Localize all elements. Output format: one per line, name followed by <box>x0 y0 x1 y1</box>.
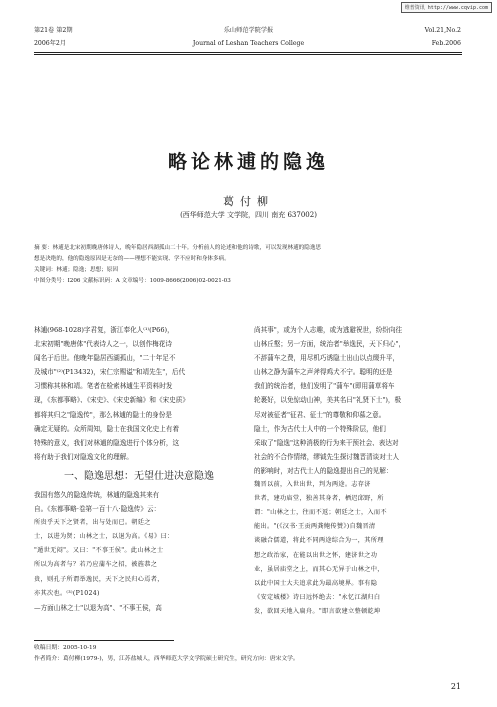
body-line: 山林丘壑；另一方面，统治者"举逸民，天下归心"， <box>254 340 406 349</box>
quote-line: 贵，则孔子所谓举逸民，天下之民归心焉者， <box>34 575 164 583</box>
publication-date-en: Feb.2006 <box>431 40 461 47</box>
quote-line: 世者，建功庙堂，独善其身者，栖迟邱野，所 <box>254 495 384 503</box>
quote-line: 魏晋以前，入世出世，判为两途。志存济 <box>254 481 371 489</box>
body-line: 确定无疑的。众所周知，隐士在我国文化史上有着 <box>34 424 180 433</box>
right-column <box>254 323 464 619</box>
body-line: 北宋初期"晚唐体"代表诗人之一，以创作梅花诗 <box>34 340 172 349</box>
footnote-block <box>34 643 462 665</box>
abstract-block <box>34 243 462 287</box>
source-watermark: 维普资讯 http://www.cqvip.com <box>401 2 492 13</box>
classification-info: 中图分类号：I206 文献标识码：A 文章编号：1009-8666(2006)02-0021-03 <box>34 278 231 284</box>
journal-name-en: Journal of Leshan Teachers College <box>192 40 305 47</box>
quote-line: 所贵乎天下之贤者，出与处而已。朝廷之 <box>34 519 151 527</box>
quote-line: 发，欲回天地入扁舟。"即言欲建立整顿乾坤 <box>254 607 381 615</box>
author-name: 葛付柳 <box>223 195 274 208</box>
received-date: 收稿日期：2005-10-19 <box>34 645 97 651</box>
body-line: 现，《东都事略》、《宋史》、《宋史新编》和《宋史质》 <box>34 396 189 405</box>
body-line: 尚其事"，或为个人志趣，或为逃避祝世，纷纷向往 <box>254 326 403 334</box>
abstract-line: 想是决绝的，他的隐逸原因是无奈的——理想不能实现、学不应时和身体多病。 <box>34 256 230 262</box>
body-line: 及城市"⁽²⁾(P13432)，宋仁宗赐谥"和靖先生"，后代 <box>34 368 186 377</box>
section-heading: 一、隐逸思想：无望仕进决意隐逸 <box>64 470 214 482</box>
body-line: 采取了"隐逸"这种消极的行为来干预社会、表达对 <box>254 438 399 447</box>
author-affiliation: (西华师范大学 文学院，四川 南充 637002) <box>180 211 317 219</box>
header-rule-secondary <box>34 54 462 55</box>
publication-date: 2006年2月 <box>34 40 67 47</box>
article-title: 略论林逋的隐逸 <box>167 151 329 173</box>
quote-line: 谓："山林之士，往而不返；朝廷之士，入而不 <box>254 509 387 517</box>
quote-line: 谈融合儒道，将此不同两途综合为一，其所理 <box>254 537 384 545</box>
left-column <box>34 323 244 615</box>
body-line: 的影响时，对古代士人的隐逸提出自己的见解： <box>254 466 393 475</box>
body-line: 自。《东都事略·卷第一百十八·隐逸传》云： <box>34 505 161 514</box>
quote-line: 以此中国士大夫追求此为最高境界。事有隐 <box>254 579 378 587</box>
author-bio: 作者简介：葛付柳(1979-)，男，江苏盐城人，西华师范大学文学院硕士研究生，研究方向：唐宋文学。 <box>34 656 299 662</box>
header-rule <box>34 52 462 53</box>
body-line: —方面山林之士"以退为高"、"不事王侯，高 <box>34 603 162 612</box>
footnote-rule <box>34 640 174 641</box>
body-line: 不辞蒲车之费，用尽机巧诱隐士出山以点缀升平， <box>254 354 400 363</box>
body-line: 特殊的意义，我们对林逋的隐逸进行个体分析，这 <box>34 438 180 447</box>
body-line: 我国有悠久的隐逸传统，林逋的隐逸其来有 <box>34 490 160 499</box>
abstract-line: 摘 要：林逋是北宋初期晚唐体诗人，晚年隐居西湖孤山二十年。分析前人的论述和他的诗歌，可以发现林逋的隐逸思 <box>34 245 322 251</box>
quote-line: 想之政治家，在能以出世之怀，建济世之功 <box>254 551 378 559</box>
body-line: 我们的统治者，他们发明了"蒲车"(即用蒲草将车 <box>254 382 395 391</box>
volume-issue: 第21卷 第2期 <box>34 27 73 34</box>
body-line: 将有助于我们对隐逸文化的理解。 <box>34 452 133 461</box>
body-line: 隐士，作为古代士人中的一个特殊阶层，他们 <box>254 424 386 433</box>
quote-line: 《安定城楼》诗曰远怀绝去："永忆江湖归白 <box>254 593 381 601</box>
body-line: 轮裹好，以免惊动山神，美其名曰"礼贤下士")，极 <box>254 396 402 405</box>
quote-line: 所以为高者与？若乃应蒲车之招，被旌恭之 <box>34 561 158 569</box>
body-line: 林逋(968-1028)字君复，浙江奉化人⁽¹⁾(P66)， <box>34 326 174 334</box>
quote-line: 业，虽居庙堂之上，而其心无异于山林之中， <box>254 565 384 573</box>
volume-issue-en: Vol.21,No.2 <box>424 27 461 34</box>
quote-line: 能出。"(《汉书·王贡两龚鲍传赞》)自魏晋清 <box>254 523 376 531</box>
body-line: 都将其归之"隐逸传"，那么林逋的隐士的身份是 <box>34 410 172 419</box>
quote-line: "遁世无闷"。又曰："不事王侯"。此山林之士 <box>34 547 164 555</box>
journal-name-cn: 乐山师范学院学报 <box>223 27 274 34</box>
body-line: 山林之静为蒲车之声斧得鸡犬不宁。聪明的还是 <box>254 368 393 377</box>
quote-line: 亦其次也。⁽³⁾(P1024) <box>34 589 100 597</box>
page-number: 21 <box>450 682 461 691</box>
keywords: 关键词：林逋；隐逸；思想；原因 <box>34 267 118 273</box>
quote-line: 士，以进为贤；山林之士，以退为高。《易》曰： <box>34 533 174 541</box>
body-line: 社会的不合作情绪，缪钺先生探讨魏晋清谈对士人 <box>254 452 400 461</box>
body-line: 习惯称其林和靖。笔者在检索林逋生平资料时发 <box>34 382 173 391</box>
body-line: 尽对被征者"征君、征士"的尊敬和仰慕之意。 <box>254 410 386 419</box>
body-line: 闻名于后世。他晚年隐居西湖孤山，"二十年足不 <box>34 354 176 363</box>
